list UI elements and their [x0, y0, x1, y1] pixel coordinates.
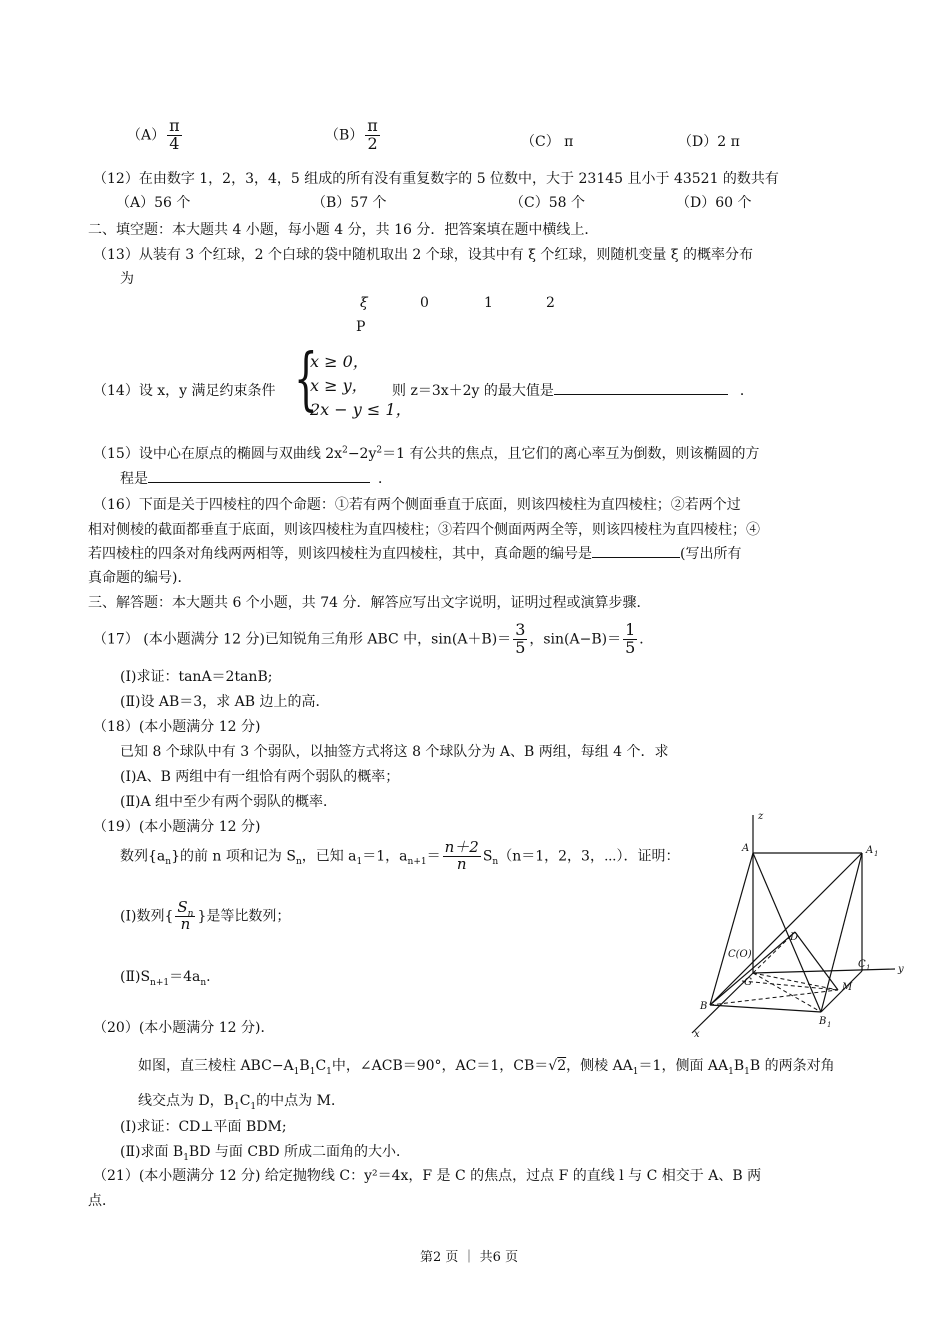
- svg-text:B: B: [819, 1016, 827, 1027]
- q18-body: 已知 8 个球队中有 3 个弱队，以抽签方式将这 8 个球队分为 A、B 两组，每组 4 个．求: [120, 744, 669, 760]
- q13-line2: 为: [120, 271, 134, 287]
- q14-prefix: （14）设 x，y 满足约束条件: [93, 383, 276, 399]
- q13-p: P: [356, 319, 366, 335]
- svg-text:1: 1: [874, 850, 879, 858]
- q12-option-c: （C）58 个: [510, 195, 585, 211]
- q20-head: （20）(本小题满分 12 分)．: [93, 1020, 275, 1036]
- q12-option-b: （B）57 个: [312, 195, 387, 211]
- q16-line2: 相对侧棱的截面都垂直于底面，则该四棱柱为直四棱柱；③若四个侧面两两全等，则该四棱柱为直四棱柱；④: [88, 522, 760, 538]
- q16-line4: 真命题的编号)．: [88, 570, 192, 586]
- svg-text:y: y: [898, 964, 904, 975]
- q19-body: 数列$\{a_n\}$的前 n 项和记为 $S_n$，已知 $a_1=1$，$a_{n+1}=$ $\frac{n+2}{n}$ $S_n(n=1$，2，3，⋯）．证明：: [120, 838, 680, 873]
- svg-text:1: 1: [827, 1021, 832, 1029]
- q12-text: （12）在由数字 1，2，3，4，5 组成的所有没有重复数字的 5 位数中，大于 23145 且小于 43521 的数共有: [93, 171, 779, 187]
- q18-part-i: (Ⅰ)A、B 两组中有一组恰有两个弱队的概率；: [120, 769, 400, 785]
- q14-suffix: 则 z＝3x＋2y 的最大值是 ．: [392, 380, 754, 400]
- q13-xi: ξ: [360, 295, 368, 311]
- q20-part-ii: (Ⅱ)求面 $B_1BD$ 与面 CBD 所成二面角的大小．: [120, 1144, 411, 1163]
- svg-text:C: C: [858, 959, 866, 970]
- q13-value-2: 2: [546, 295, 555, 311]
- q12-option-a: （A）56 个: [116, 195, 191, 211]
- q18-head: （18）(本小题满分 12 分): [93, 719, 261, 735]
- svg-text:C(O): C(O): [728, 949, 752, 960]
- q20-line1: 如图，直三棱柱 $ABC-A_1B_1C_1$中，∠ACB＝90°，AC＝1，CB＝√2，侧棱 $AA_1=1$，侧面 $AA_1B_1B$ 的两条对角: [138, 1058, 835, 1077]
- q16-line3: 若四棱柱的四条对角线两两相等，则该四棱柱为直四棱柱，其中，真命题的编号是 (写出所有: [88, 543, 741, 563]
- q18-part-ii: (Ⅱ)A 组中至少有两个弱队的概率．: [120, 794, 337, 810]
- q11-option-d: （D）2 π: [678, 134, 740, 150]
- section-3-heading: 三、解答题：本大题共 6 个小题，共 74 分．解答应写出文字说明，证明过程或演算步骤．: [88, 595, 651, 611]
- q21-line1: （21）(本小题满分 12 分) 给定抛物线 C：y²＝4x，F 是 C 的焦点，过点 F 的直线 l 与 C 相交于 A、B 两: [93, 1168, 762, 1184]
- q20-part-i: (Ⅰ)求证：CD⊥平面 BDM;: [120, 1119, 287, 1135]
- q19-part-i: (Ⅰ)数列{ $\frac{S_n}{n}$ }是等比数列；: [120, 898, 291, 933]
- svg-text:z: z: [758, 811, 764, 822]
- q19-part-ii: $(Ⅱ)S_{n+1}=4a_n$.: [120, 969, 211, 988]
- q17-text: （17） (本小题满分 12 分)已知锐角三角形 ABC 中，sin(A＋B)＝ $\frac{3}{5}$ ，sin(A−B)＝ $\frac{1}{5}$ ．: [93, 620, 654, 657]
- svg-text:G: G: [744, 977, 752, 988]
- q15-line2: 程是 ．: [120, 468, 392, 488]
- q19-head: （19）(本小题满分 12 分): [93, 819, 261, 835]
- svg-text:A: A: [866, 845, 874, 856]
- svg-text:A: A: [742, 843, 750, 854]
- brace-icon: {: [294, 340, 318, 419]
- q11-option-c: （C） π: [521, 134, 574, 150]
- q13-value-1: 1: [484, 295, 493, 311]
- q13-line1: （13）从装有 3 个红球，2 个白球的袋中随机取出 2 个球，设其中有 ξ 个红球，则随机变量 ξ 的概率分布: [93, 247, 754, 263]
- q13-value-0: 0: [420, 295, 429, 311]
- svg-text:M: M: [842, 982, 853, 993]
- svg-text:B: B: [700, 1001, 708, 1012]
- page-footer: 第2 页 ｜ 共6 页: [420, 1250, 519, 1265]
- svg-text:x: x: [694, 1029, 700, 1040]
- q21-line2: 点．: [88, 1193, 116, 1209]
- q14-constraints: x ≥ 0， x ≥ y， 2x − y ≤ 1，: [310, 352, 412, 419]
- prism-figure: [680, 805, 910, 1040]
- svg-text:D: D: [790, 932, 799, 943]
- q12-option-d: （D）60 个: [676, 195, 752, 211]
- q17-part-ii: (Ⅱ)设 AB＝3，求 AB 边上的高．: [120, 694, 330, 710]
- q11-option-b: （B） $\frac{\pi}{2}$: [325, 116, 378, 153]
- q20-line2: 线交点为 D，$B_1C_1$的中点为 M．: [138, 1093, 345, 1112]
- svg-text:1: 1: [866, 964, 871, 972]
- q16-line1: （16）下面是关于四棱柱的四个命题：①若有两个侧面垂直于底面，则该四棱柱为直四棱柱；②若两个过: [93, 497, 741, 513]
- q11-option-a: （A） $\frac{\pi}{4}$: [127, 116, 180, 153]
- section-2-heading: 二、填空题：本大题共 4 小题，每小题 4 分，共 16 分．把答案填在题中横线上．: [88, 222, 599, 238]
- q17-part-i: (Ⅰ)求证：tanA＝2tanB;: [120, 669, 273, 685]
- q15-line1: （15）设中心在原点的椭圆与双曲线 $2x^2-2y^2=1$ 有公共的焦点，且它们的离心率互为倒数，则该椭圆的方: [93, 445, 760, 462]
